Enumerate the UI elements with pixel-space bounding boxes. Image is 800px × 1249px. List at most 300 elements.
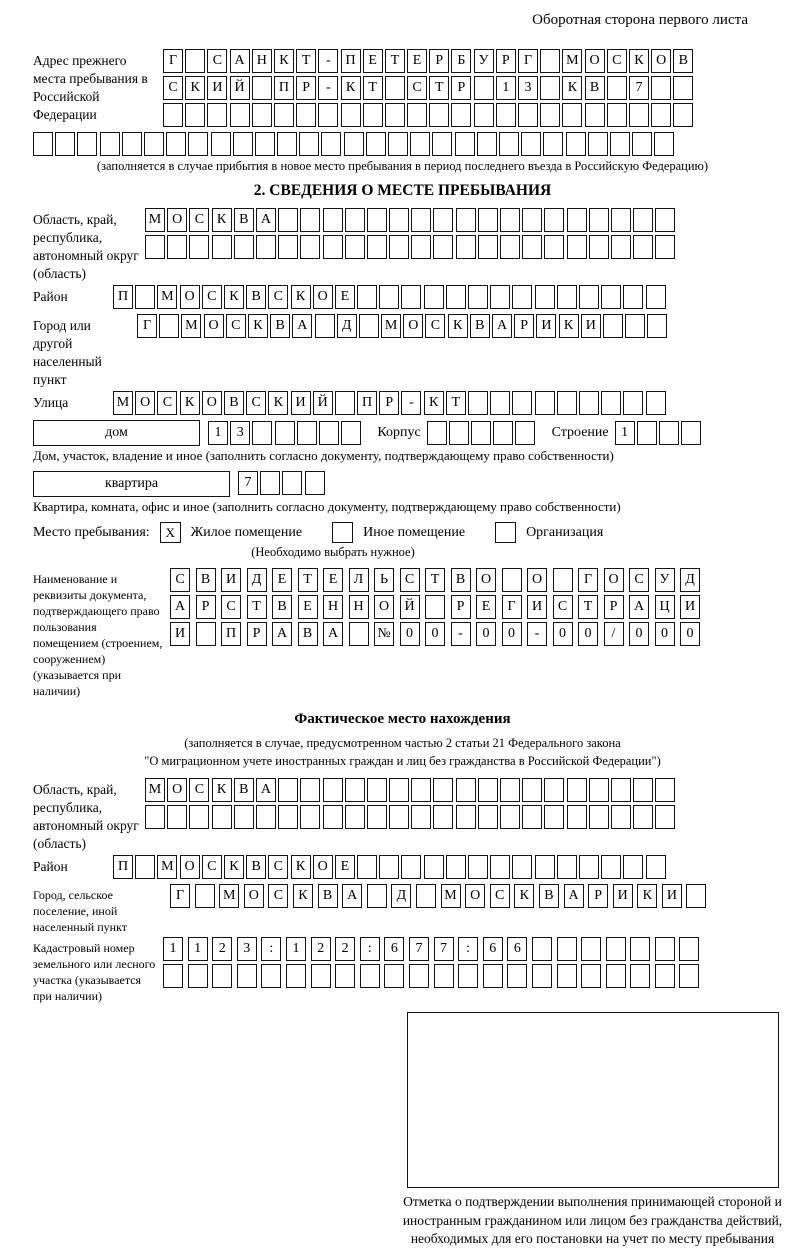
char-cell	[543, 132, 563, 156]
char-cell: В	[470, 314, 490, 338]
char-cell: С	[207, 49, 227, 73]
char-cell: К	[562, 76, 582, 100]
char-cell	[297, 421, 317, 445]
char-cell: Л	[349, 568, 369, 592]
actual-district-block	[33, 855, 772, 882]
char-cell	[212, 964, 232, 988]
char-cell	[166, 132, 186, 156]
char-cell: М	[219, 884, 239, 908]
char-cell: К	[224, 855, 244, 879]
char-cell: Р	[604, 595, 624, 619]
char-cell: В	[272, 595, 292, 619]
char-cell: К	[293, 884, 313, 908]
stay-type-block	[33, 522, 772, 543]
char-cell	[425, 595, 445, 619]
char-cell	[456, 805, 476, 829]
char-cell	[557, 964, 577, 988]
city-label: Город или другой населенный пункт	[33, 318, 102, 387]
char-cell	[252, 103, 272, 127]
char-cell	[544, 778, 564, 802]
char-cell: С	[189, 778, 209, 802]
char-cell: И	[291, 391, 311, 415]
char-cell	[522, 208, 542, 232]
char-cell: С	[553, 595, 573, 619]
char-cell: 2	[311, 937, 331, 961]
char-cell	[379, 855, 399, 879]
char-row	[145, 805, 772, 829]
char-cell	[589, 208, 609, 232]
char-cell	[344, 132, 364, 156]
char-cell	[401, 855, 421, 879]
char-cell: С	[407, 76, 427, 100]
char-cell	[468, 285, 488, 309]
option-other-premises-label: Иное помещение	[363, 524, 466, 540]
char-cell	[557, 937, 577, 961]
char-cell	[655, 805, 675, 829]
char-cell: К	[629, 49, 649, 73]
char-cell: О	[167, 208, 187, 232]
char-cell: 6	[483, 937, 503, 961]
char-cell: П	[341, 49, 361, 73]
char-cell	[345, 778, 365, 802]
char-row	[163, 964, 772, 988]
district-block	[33, 285, 772, 312]
char-cell	[55, 132, 75, 156]
char-cell	[196, 622, 216, 646]
char-cell	[360, 964, 380, 988]
char-cell	[611, 805, 631, 829]
char-cell: Б	[451, 49, 471, 73]
char-cell	[252, 421, 272, 445]
char-cell: Т	[363, 76, 383, 100]
char-cell: Р	[588, 884, 608, 908]
char-cell	[610, 132, 630, 156]
char-cell	[252, 76, 272, 100]
char-cell: В	[451, 568, 471, 592]
house-caption: Дом, участок, владение и иное (заполнить согласно документу, подтверждающему право собственности)	[33, 448, 614, 463]
char-cell: П	[221, 622, 241, 646]
char-cell	[478, 778, 498, 802]
char-cell: К	[180, 391, 200, 415]
char-cell	[611, 778, 631, 802]
char-cell	[389, 235, 409, 259]
char-cell	[544, 805, 564, 829]
char-cell: И	[662, 884, 682, 908]
char-cell: И	[221, 568, 241, 592]
char-cell	[607, 103, 627, 127]
char-cell	[629, 103, 649, 127]
char-cell	[275, 421, 295, 445]
char-cell: Й	[230, 76, 250, 100]
char-cell	[278, 208, 298, 232]
char-cell	[521, 132, 541, 156]
char-cell	[471, 421, 491, 445]
char-cell: Е	[335, 285, 355, 309]
char-cell: А	[292, 314, 312, 338]
char-cell	[433, 805, 453, 829]
char-cell	[455, 132, 475, 156]
char-cell: П	[274, 76, 294, 100]
page-side-note: Оборотная сторона первого листа	[532, 12, 748, 28]
char-cell: Р	[451, 76, 471, 100]
char-cell	[234, 805, 254, 829]
char-cell	[385, 76, 405, 100]
char-cell: Й	[313, 391, 333, 415]
char-cell	[432, 132, 452, 156]
option-organization-label: Организация	[526, 524, 604, 540]
char-cell	[630, 937, 650, 961]
char-cell	[446, 855, 466, 879]
char-cell	[589, 778, 609, 802]
char-cell	[655, 937, 675, 961]
char-cell: В	[246, 855, 266, 879]
char-cell: И	[207, 76, 227, 100]
char-cell: К	[212, 778, 232, 802]
char-cell	[323, 208, 343, 232]
char-cell: С	[226, 314, 246, 338]
char-cell	[601, 855, 621, 879]
char-cell	[679, 964, 699, 988]
stay-type-label: Место пребывания:	[33, 524, 150, 540]
char-cell: О	[313, 285, 333, 309]
char-cell	[366, 132, 386, 156]
char-cell: С	[400, 568, 420, 592]
char-cell	[433, 235, 453, 259]
char-cell	[468, 855, 488, 879]
char-cell: С	[268, 855, 288, 879]
char-cell	[315, 314, 335, 338]
char-cell	[321, 132, 341, 156]
char-cell: Р	[247, 622, 267, 646]
char-cell: :	[360, 937, 380, 961]
char-row	[170, 622, 772, 646]
char-cell: П	[113, 285, 133, 309]
char-cell: 1	[615, 421, 635, 445]
char-cell: О	[135, 391, 155, 415]
char-cell	[341, 103, 361, 127]
char-cell	[490, 285, 510, 309]
char-cell	[367, 884, 387, 908]
char-cell: О	[465, 884, 485, 908]
char-cell	[589, 805, 609, 829]
char-cell	[163, 103, 183, 127]
char-cell: Т	[429, 76, 449, 100]
char-cell	[33, 132, 53, 156]
char-cell	[255, 132, 275, 156]
char-cell: К	[637, 884, 657, 908]
char-cell: Е	[272, 568, 292, 592]
actual-location-caption	[33, 734, 772, 770]
char-cell: Г	[518, 49, 538, 73]
char-cell: М	[157, 855, 177, 879]
char-cell	[185, 49, 205, 73]
char-cell: С	[221, 595, 241, 619]
char-cell: 0	[578, 622, 598, 646]
checkbox-organization	[495, 522, 516, 543]
char-cell: В	[224, 391, 244, 415]
char-cell: К	[291, 285, 311, 309]
char-cell	[659, 421, 679, 445]
char-cell	[416, 884, 436, 908]
prev-address-label: Адрес прежнего места пребывания в Российской Федерации	[33, 53, 148, 122]
char-cell	[515, 421, 535, 445]
char-cell: М	[157, 285, 177, 309]
char-cell	[500, 208, 520, 232]
char-cell: А	[564, 884, 584, 908]
char-cell: И	[581, 314, 601, 338]
char-cell: 1	[496, 76, 516, 100]
char-cell: О	[180, 855, 200, 879]
char-cell	[363, 103, 383, 127]
char-cell: Р	[296, 76, 316, 100]
char-cell	[323, 235, 343, 259]
char-cell: 7	[409, 937, 429, 961]
char-cell: Т	[296, 49, 316, 73]
char-cell: Н	[252, 49, 272, 73]
char-cell	[300, 778, 320, 802]
char-cell	[567, 235, 587, 259]
char-cell	[562, 103, 582, 127]
apartment-number-cells	[238, 471, 327, 495]
char-cell	[384, 964, 404, 988]
char-cell: В	[246, 285, 266, 309]
char-cell	[367, 208, 387, 232]
char-cell	[212, 805, 232, 829]
char-cell	[456, 235, 476, 259]
char-cell	[388, 132, 408, 156]
actual-region-label: Область, край, республика, автономный округ (область)	[33, 782, 139, 851]
char-cell	[300, 805, 320, 829]
char-cell	[411, 805, 431, 829]
char-cell: Г	[578, 568, 598, 592]
char-cell: Т	[298, 568, 318, 592]
char-cell	[553, 568, 573, 592]
region-rows	[145, 208, 772, 262]
char-cell: М	[441, 884, 461, 908]
char-cell: Р	[514, 314, 534, 338]
char-cell	[500, 778, 520, 802]
char-cell: К	[514, 884, 534, 908]
char-cell	[502, 568, 522, 592]
char-cell	[512, 285, 532, 309]
char-cell	[299, 132, 319, 156]
char-cell: Н	[323, 595, 343, 619]
char-cell: №	[374, 622, 394, 646]
char-cell	[256, 805, 276, 829]
char-cell	[357, 855, 377, 879]
char-cell	[277, 132, 297, 156]
char-cell	[230, 103, 250, 127]
char-cell	[411, 208, 431, 232]
char-cell: :	[261, 937, 281, 961]
char-cell	[357, 285, 377, 309]
char-cell	[673, 103, 693, 127]
char-cell	[409, 964, 429, 988]
char-cell	[207, 103, 227, 127]
char-cell: М	[145, 778, 165, 802]
char-cell	[341, 421, 361, 445]
char-cell	[557, 285, 577, 309]
char-cell: А	[170, 595, 190, 619]
korpus-cells	[427, 421, 538, 445]
char-cell: С	[268, 285, 288, 309]
char-cell: Г	[163, 49, 183, 73]
char-cell	[345, 805, 365, 829]
char-cell	[135, 855, 155, 879]
char-cell	[646, 391, 666, 415]
char-cell: А	[230, 49, 250, 73]
char-cell	[145, 805, 165, 829]
char-cell	[540, 103, 560, 127]
char-cell	[211, 132, 231, 156]
char-cell: Г	[170, 884, 190, 908]
char-cell	[122, 132, 142, 156]
char-cell: Г	[502, 595, 522, 619]
char-cell	[579, 285, 599, 309]
char-cell: 1	[286, 937, 306, 961]
char-cell	[278, 805, 298, 829]
char-cell	[522, 235, 542, 259]
char-cell	[607, 76, 627, 100]
char-cell: Т	[247, 595, 267, 619]
char-cell: Е	[476, 595, 496, 619]
char-cell: М	[381, 314, 401, 338]
char-cell	[535, 391, 555, 415]
char-cell	[305, 471, 325, 495]
char-cell: 3	[518, 76, 538, 100]
char-cell: М	[145, 208, 165, 232]
char-cell: С	[268, 884, 288, 908]
char-row	[145, 235, 772, 259]
district-label: Район	[33, 289, 68, 304]
char-cell	[474, 103, 494, 127]
char-cell	[389, 805, 409, 829]
actual-district-label: Район	[33, 859, 68, 874]
char-cell	[407, 103, 427, 127]
char-cell	[300, 208, 320, 232]
char-cell	[633, 778, 653, 802]
char-cell	[389, 778, 409, 802]
section2-title: 2. СВЕДЕНИЯ О МЕСТЕ ПРЕБЫВАНИЯ	[253, 182, 552, 199]
char-cell: Р	[429, 49, 449, 73]
actual-city-label: Город, сельское поселение, иной населенный пункт	[33, 888, 127, 934]
char-cell: В	[318, 884, 338, 908]
char-cell	[606, 964, 626, 988]
char-row	[137, 314, 670, 338]
char-cell	[512, 391, 532, 415]
char-cell	[145, 235, 165, 259]
char-cell	[522, 778, 542, 802]
char-cell: И	[680, 595, 700, 619]
char-cell	[433, 778, 453, 802]
char-cell: К	[559, 314, 579, 338]
option-residential-label: Жилое помещение	[190, 524, 303, 540]
char-cell	[323, 778, 343, 802]
char-cell	[335, 964, 355, 988]
char-cell: 0	[476, 622, 496, 646]
char-cell	[135, 285, 155, 309]
char-cell: Е	[407, 49, 427, 73]
char-cell: О	[604, 568, 624, 592]
char-cell: Д	[247, 568, 267, 592]
char-cell	[507, 964, 527, 988]
char-cell	[319, 421, 339, 445]
char-row	[170, 568, 772, 592]
actual-city-block	[33, 884, 772, 935]
char-cell	[581, 937, 601, 961]
char-cell: В	[298, 622, 318, 646]
char-cell: 3	[230, 421, 250, 445]
char-cell	[532, 937, 552, 961]
char-cell	[77, 132, 97, 156]
char-cell	[411, 235, 431, 259]
char-cell	[518, 103, 538, 127]
char-cell	[567, 778, 587, 802]
char-cell	[367, 778, 387, 802]
char-cell	[633, 208, 653, 232]
char-cell: С	[490, 884, 510, 908]
char-cell	[496, 103, 516, 127]
char-cell	[429, 103, 449, 127]
char-cell: Т	[385, 49, 405, 73]
actual-region-rows	[145, 778, 772, 832]
char-cell	[623, 391, 643, 415]
char-cell: К	[248, 314, 268, 338]
char-cell: Р	[496, 49, 516, 73]
house-type-box: дом	[33, 420, 200, 446]
char-cell	[535, 285, 555, 309]
stroenie-label: Строение	[551, 425, 609, 440]
char-cell: А	[492, 314, 512, 338]
document-block	[33, 568, 772, 699]
char-cell	[625, 314, 645, 338]
char-cell	[189, 805, 209, 829]
char-cell: /	[604, 622, 624, 646]
char-cell: К	[448, 314, 468, 338]
char-cell: С	[170, 568, 190, 592]
char-cell: 2	[335, 937, 355, 961]
char-cell	[540, 49, 560, 73]
region-label: Область, край, республика, автономный округ (область)	[33, 212, 139, 281]
char-cell	[601, 391, 621, 415]
document-rows	[170, 568, 772, 649]
char-cell: К	[224, 285, 244, 309]
char-cell	[233, 132, 253, 156]
char-cell	[189, 235, 209, 259]
char-cell: К	[274, 49, 294, 73]
cadastral-block	[33, 937, 772, 1004]
char-cell	[655, 964, 675, 988]
char-cell	[512, 855, 532, 879]
char-cell	[411, 778, 431, 802]
char-cell	[630, 964, 650, 988]
char-cell: :	[458, 937, 478, 961]
char-cell: Д	[391, 884, 411, 908]
apartment-type-box: квартира	[33, 471, 230, 497]
char-cell	[234, 235, 254, 259]
char-cell: 0	[425, 622, 445, 646]
char-row-full-width	[33, 132, 772, 156]
char-cell	[282, 471, 302, 495]
char-cell	[323, 805, 343, 829]
char-cell: Н	[349, 595, 369, 619]
char-cell	[522, 805, 542, 829]
char-cell: О	[651, 49, 671, 73]
char-cell: 2	[212, 937, 232, 961]
char-cell	[646, 285, 666, 309]
char-cell	[188, 132, 208, 156]
house-block	[33, 420, 772, 446]
